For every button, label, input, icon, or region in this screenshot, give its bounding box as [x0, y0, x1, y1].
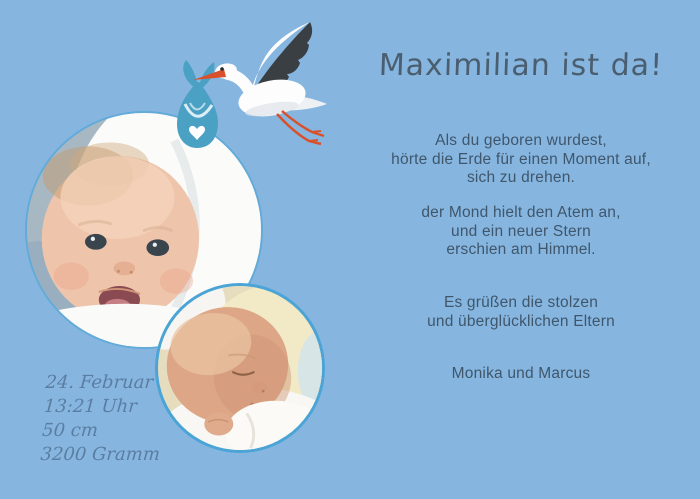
card-title: Maximilian ist da! [378, 48, 664, 83]
greeting-line: Es grüßen die stolzen [443, 294, 599, 311]
parents-signature [361, 365, 681, 384]
greeting-line: und überglücklichen Eltern [427, 312, 615, 330]
birth-length: 50 cm [41, 420, 99, 441]
stork-illustration [160, 10, 345, 150]
poem-line: Als du geboren wurdest, [435, 132, 607, 149]
baby-photo-small-art [158, 286, 322, 450]
poem-line: hörte die Erde für einen Moment auf, [391, 150, 651, 168]
baby-bundle-icon [177, 60, 218, 148]
poem-stanza-2 [361, 204, 681, 260]
baby-photo-small [155, 283, 325, 453]
poem-line: erschien am Himmel. [446, 241, 596, 258]
greeting-text [361, 294, 681, 331]
birth-date: 24. Februar [44, 372, 154, 393]
birth-time: 13:21 Uhr [43, 396, 138, 417]
poem-stanza-1 [361, 132, 681, 188]
poem-line: sich zu drehen. [466, 169, 576, 186]
poem-line: der Mond hielt den Atem an, [421, 204, 621, 221]
birth-details [40, 371, 166, 467]
poem-line: und ein neuer Stern [451, 222, 591, 240]
birth-weight: 3200 Gramm [39, 444, 161, 465]
signature-line: Monika und Marcus [451, 365, 591, 382]
